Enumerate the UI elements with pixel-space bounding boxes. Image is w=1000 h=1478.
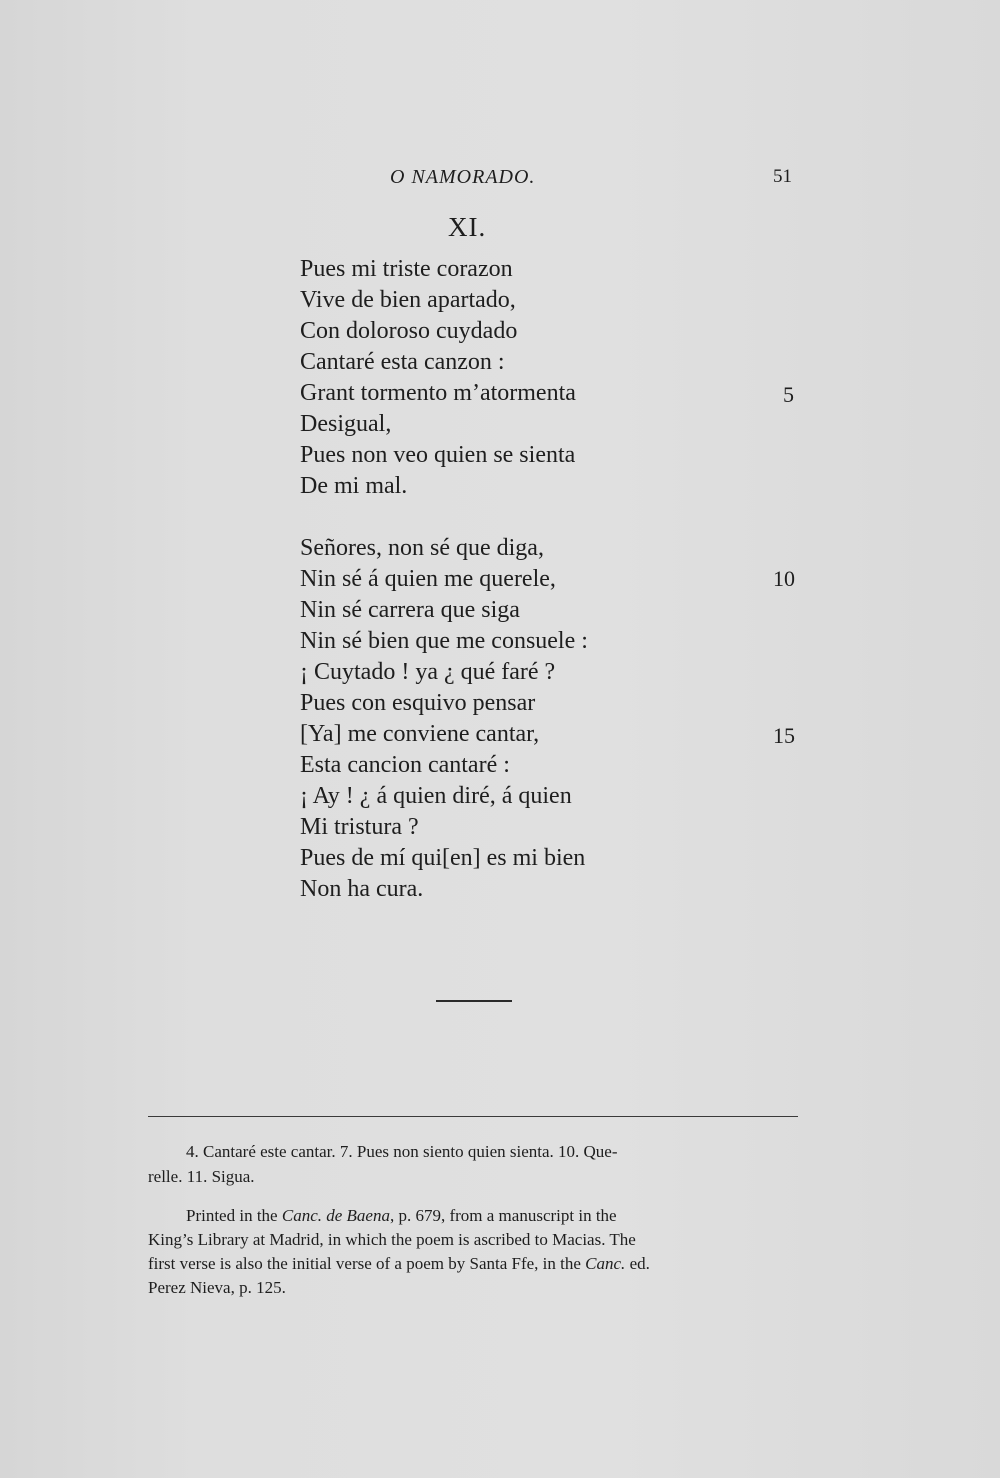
verse-line: ¡ Ay ! ¿ á quien diré, á quien (300, 783, 572, 809)
source-note-line-1: Printed in the Canc. de Baena, p. 679, from a manuscript in the (186, 1206, 617, 1225)
verse-line: Vive de bien apartado, (300, 287, 516, 313)
verse-line: Cantaré esta canzon : (300, 349, 505, 375)
line-number-10: 10 (773, 566, 795, 591)
poem-section-title: XI. (448, 212, 487, 242)
source-note-line-3: first verse is also the initial verse of a poem by Santa Ffe, in the Canc. ed. (148, 1254, 650, 1273)
verse-line: Pues de mí qui[en] es mi bien (300, 845, 586, 871)
verse-line: Desigual, (300, 411, 392, 437)
end-of-poem-rule (436, 1000, 512, 1002)
verse-line: Grant tormento m’atormenta (300, 380, 576, 406)
verse-line: Pues mi triste corazon (300, 256, 513, 282)
verse-line: Non ha cura. (300, 876, 424, 902)
verse-line: Nin sé carrera que siga (300, 597, 520, 623)
verse-line: Pues non veo quien se sienta (300, 442, 576, 468)
footnote-separator-rule (148, 1116, 798, 1117)
variant-readings-line-2: relle. 11. Sigua. (148, 1167, 255, 1186)
verse-line: Nin sé bien que me consuele : (300, 628, 588, 654)
verse-line: Esta cancion cantaré : (300, 752, 510, 778)
verse-line: Mi tristura ? (300, 814, 419, 840)
verse-line: Señores, non sé que diga, (300, 535, 544, 561)
verse-line: Nin sé á quien me querele, (300, 566, 556, 592)
line-number-15: 15 (773, 723, 795, 748)
verse-line: [Ya] me conviene cantar, (300, 721, 540, 747)
source-note-line-2: King’s Library at Madrid, in which the poem is ascribed to Macias. The (148, 1230, 636, 1249)
source-note-line-4: Perez Nieva, p. 125. (148, 1278, 286, 1297)
line-number-5: 5 (783, 382, 794, 407)
verse-line: De mi mal. (300, 473, 408, 499)
verse-line: Con doloroso cuydado (300, 318, 518, 344)
running-head: O NAMORADO. (390, 166, 536, 188)
verse-line: ¡ Cuytado ! ya ¿ qué faré ? (300, 659, 556, 685)
variant-readings-line-1: 4. Cantaré este cantar. 7. Pues non siento quien sienta. 10. Que- (186, 1142, 618, 1161)
page-number: 51 (773, 166, 792, 187)
verse-line: Pues con esquivo pensar (300, 690, 536, 716)
